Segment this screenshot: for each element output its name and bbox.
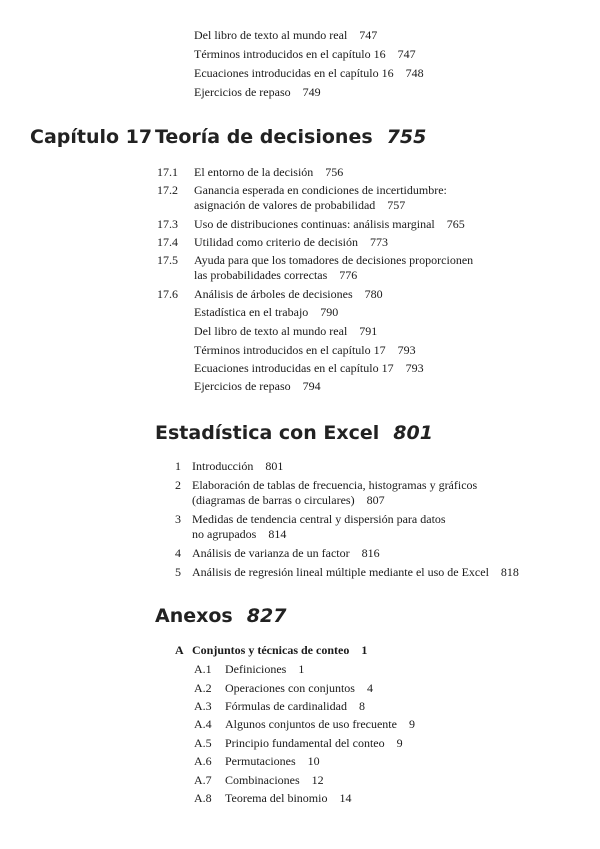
toc-entry	[157, 286, 383, 302]
entry-text: Principio fundamental del conteo	[225, 736, 385, 750]
entry-page: 818	[500, 565, 519, 579]
entry-number: 17.3	[157, 217, 178, 231]
entry-page: 816	[361, 546, 380, 560]
entry-number: A.7	[194, 773, 212, 787]
entry-text: Fórmulas de cardinalidad	[225, 699, 347, 713]
entry-text: las probabilidades correctas	[194, 268, 328, 282]
entry-page: 757	[387, 198, 406, 212]
toc-entry	[157, 252, 485, 268]
toc-entry	[194, 378, 321, 394]
entry-text: Elaboración de tablas de frecuencia, histogramas y gráficos	[192, 478, 478, 492]
entry-page: 793	[405, 361, 424, 375]
entry-number: 17.6	[157, 287, 178, 301]
toc-entry	[194, 661, 304, 677]
entry-text: Introducción	[192, 459, 254, 473]
entry-number: A.6	[194, 754, 212, 768]
entry-page: 780	[364, 287, 383, 301]
entry-text: Análisis de regresión lineal múltiple mediante el uso de Excel	[192, 565, 489, 579]
toc-entry	[194, 790, 351, 806]
entry-text: Ejercicios de repaso	[194, 379, 291, 393]
chapter-page: 755	[386, 126, 427, 148]
entry-page: 14	[339, 791, 352, 805]
entry-page: 8	[358, 699, 365, 713]
toc-entry	[194, 27, 377, 43]
entry-text: El entorno de la decisión	[194, 165, 314, 179]
toc-entry	[157, 197, 405, 213]
entry-text: Definiciones	[225, 662, 287, 676]
toc-entry	[157, 216, 465, 232]
entry-page: 773	[369, 235, 388, 249]
entry-number: A.8	[194, 791, 212, 805]
entry-text: Términos introducidos en el capítulo 17	[194, 343, 386, 357]
entry-page: 791	[359, 324, 378, 338]
entry-number: 1	[175, 459, 181, 473]
entry-number: 17.2	[157, 183, 178, 197]
excel-page: 801	[393, 422, 433, 444]
toc-entry	[194, 772, 324, 788]
entry-text: Operaciones con conjuntos	[225, 681, 355, 695]
entry-number: A.2	[194, 681, 212, 695]
toc-entry	[194, 46, 416, 62]
toc-entry	[194, 323, 377, 339]
toc-entry	[157, 234, 388, 250]
toc-entry	[194, 735, 403, 751]
toc-entry	[194, 342, 416, 358]
entry-number: 17.1	[157, 165, 178, 179]
entry-page: 747	[359, 28, 378, 42]
entry-text: no agrupados	[192, 527, 257, 541]
entry-text: Ayuda para que los tomadores de decisiones proporcionen	[194, 253, 474, 267]
entry-page: 10	[307, 754, 320, 768]
entry-number: A.1	[194, 662, 212, 676]
toc-entry	[175, 511, 458, 527]
anexos-title: Anexos	[155, 605, 233, 627]
appendix-section	[175, 642, 367, 658]
entry-page: 747	[397, 47, 416, 61]
entry-page: 776	[339, 268, 358, 282]
entry-page: 1	[298, 662, 305, 676]
entry-text: Del libro de texto al mundo real	[194, 324, 348, 338]
excel-heading	[155, 421, 433, 445]
section-title: Conjuntos y técnicas de conteo	[192, 643, 350, 657]
entry-number: A.5	[194, 736, 212, 750]
entry-page: 793	[397, 343, 416, 357]
entry-number: 4	[175, 546, 181, 560]
section-page: 1	[361, 643, 368, 657]
toc-entry	[194, 698, 365, 714]
toc-entry	[175, 526, 286, 542]
entry-page: 9	[408, 717, 415, 731]
toc-entry	[175, 545, 380, 561]
entry-number: 2	[175, 478, 181, 492]
entry-page: 4	[366, 681, 373, 695]
entry-page: 794	[302, 379, 321, 393]
toc-entry	[175, 458, 283, 474]
toc-entry	[194, 65, 424, 81]
entry-text: Combinaciones	[225, 773, 300, 787]
entry-page: 801	[265, 459, 284, 473]
entry-text: Permutaciones	[225, 754, 296, 768]
entry-text: Medidas de tendencia central y dispersión para datos	[192, 512, 446, 526]
chapter-title: Teoría de decisiones	[155, 126, 373, 148]
entry-text: Teorema del binomio	[225, 791, 328, 805]
entry-number: 17.4	[157, 235, 178, 249]
entry-text: Ecuaciones introducidas en el capítulo 16	[194, 66, 394, 80]
toc-entry	[157, 267, 357, 283]
entry-number: 3	[175, 512, 181, 526]
entry-page: 749	[302, 85, 321, 99]
entry-text: Análisis de varianza de un factor	[192, 546, 350, 560]
entry-text: Ecuaciones introducidas en el capítulo 17	[194, 361, 394, 375]
entry-number: A.3	[194, 699, 212, 713]
toc-entry	[194, 360, 424, 376]
toc-entry	[194, 680, 373, 696]
entry-text: Ejercicios de repaso	[194, 85, 291, 99]
toc-entry	[175, 492, 385, 508]
entry-text: Uso de distribuciones continuas: análisis marginal	[194, 217, 435, 231]
entry-text: Utilidad como criterio de decisión	[194, 235, 358, 249]
entry-page: 12	[311, 773, 324, 787]
toc-entry	[194, 84, 321, 100]
entry-page: 765	[446, 217, 465, 231]
toc-entry	[175, 477, 489, 493]
toc-entry	[194, 753, 320, 769]
excel-title: Estadística con Excel	[155, 422, 380, 444]
toc-entry	[157, 164, 343, 180]
entry-page: 756	[325, 165, 344, 179]
entry-number: A.4	[194, 717, 212, 731]
toc-entry	[157, 182, 459, 198]
anexos-heading	[155, 604, 286, 628]
anexos-page: 827	[246, 605, 287, 627]
entry-text: Estadística en el trabajo	[194, 305, 309, 319]
entry-page: 9	[396, 736, 403, 750]
entry-page: 814	[268, 527, 287, 541]
entry-text: Del libro de texto al mundo real	[194, 28, 348, 42]
entry-text: asignación de valores de probabilidad	[194, 198, 376, 212]
section-letter: A	[175, 643, 184, 657]
entry-text: Algunos conjuntos de uso frecuente	[225, 717, 397, 731]
toc-entry	[194, 716, 415, 732]
entry-page: 807	[366, 493, 385, 507]
entry-page: 790	[320, 305, 339, 319]
entry-text: (diagramas de barras o circulares)	[192, 493, 355, 507]
chapter-label: Capítulo 17	[30, 126, 153, 148]
entry-text: Ganancia esperada en condiciones de incertidumbre:	[194, 183, 447, 197]
toc-entry	[194, 304, 338, 320]
entry-page: 748	[405, 66, 424, 80]
chapter-heading	[155, 125, 426, 149]
entry-number: 17.5	[157, 253, 178, 267]
entry-text: Análisis de árboles de decisiones	[194, 287, 353, 301]
entry-text: Términos introducidos en el capítulo 16	[194, 47, 386, 61]
toc-entry	[175, 564, 519, 580]
entry-number: 5	[175, 565, 181, 579]
